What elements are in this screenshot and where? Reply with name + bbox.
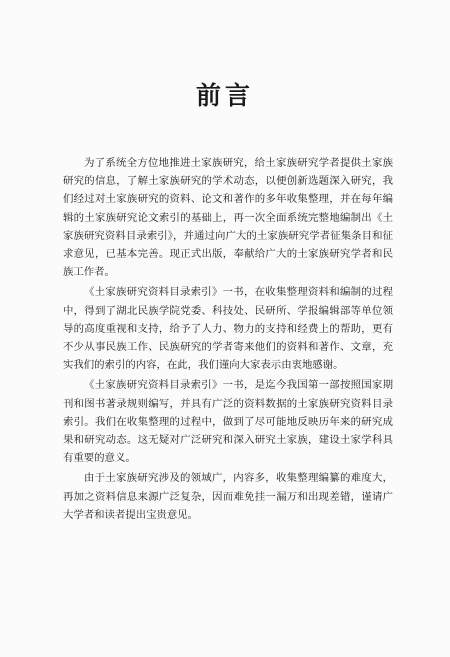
paragraph: 为了系统全方位地推进土家族研究，给土家族研究学者提供土家族研究的信息，了解土家族研究的学术动态，以便创新选题深入研究，我们经过对土家族研究的资料、论文和著作的多年收集整理，并在每年编辑的土家族研究论文索引的基础上，再一次全面系统完整地编制出《土家族研究资料目录索引》，并通过向广大的土家族研究学者征集条目和征求意见，已基本完善。现正式出版，奉献给广大的土家族研究学者和民族工作者。 <box>63 157 393 279</box>
paragraph: 由于土家族研究涉及的领域广，内容多，收集整理编纂的难度大，再加之资料信息来源广泛复杂，因而难免挂一漏万和出现差错，谨请广大学者和读者提出宝贵意见。 <box>63 472 393 521</box>
page-title: 前言 <box>195 81 254 110</box>
paragraph: 《土家族研究资料目录索引》一书，在收集整理资料和编制的过程中，得到了湖北民族学院党委、科技处、民研所、学报编辑部等单位领导的高度重视和支持，给予了人力、物力的支持和经费上的帮助，更有不少从事民族工作、民族研究的学者寄来他们的资料和著作、文章，充实我们的索引的内容，在此，我们谨向大家表示由衷地感谢。 <box>63 286 393 372</box>
body-text <box>63 154 393 526</box>
paragraph: 《土家族研究资料目录索引》一书，是迄今我国第一部按照国家期刊和图书著录规则编写，并具有广泛的资料数据的土家族研究资料目录索引。我们在收集整理的过程中，做到了尽可能地反映历年来的研究成果和研究动态。这无疑对广泛研究和深入研究土家族，建设土家学科具有重要的意义。 <box>63 379 393 465</box>
